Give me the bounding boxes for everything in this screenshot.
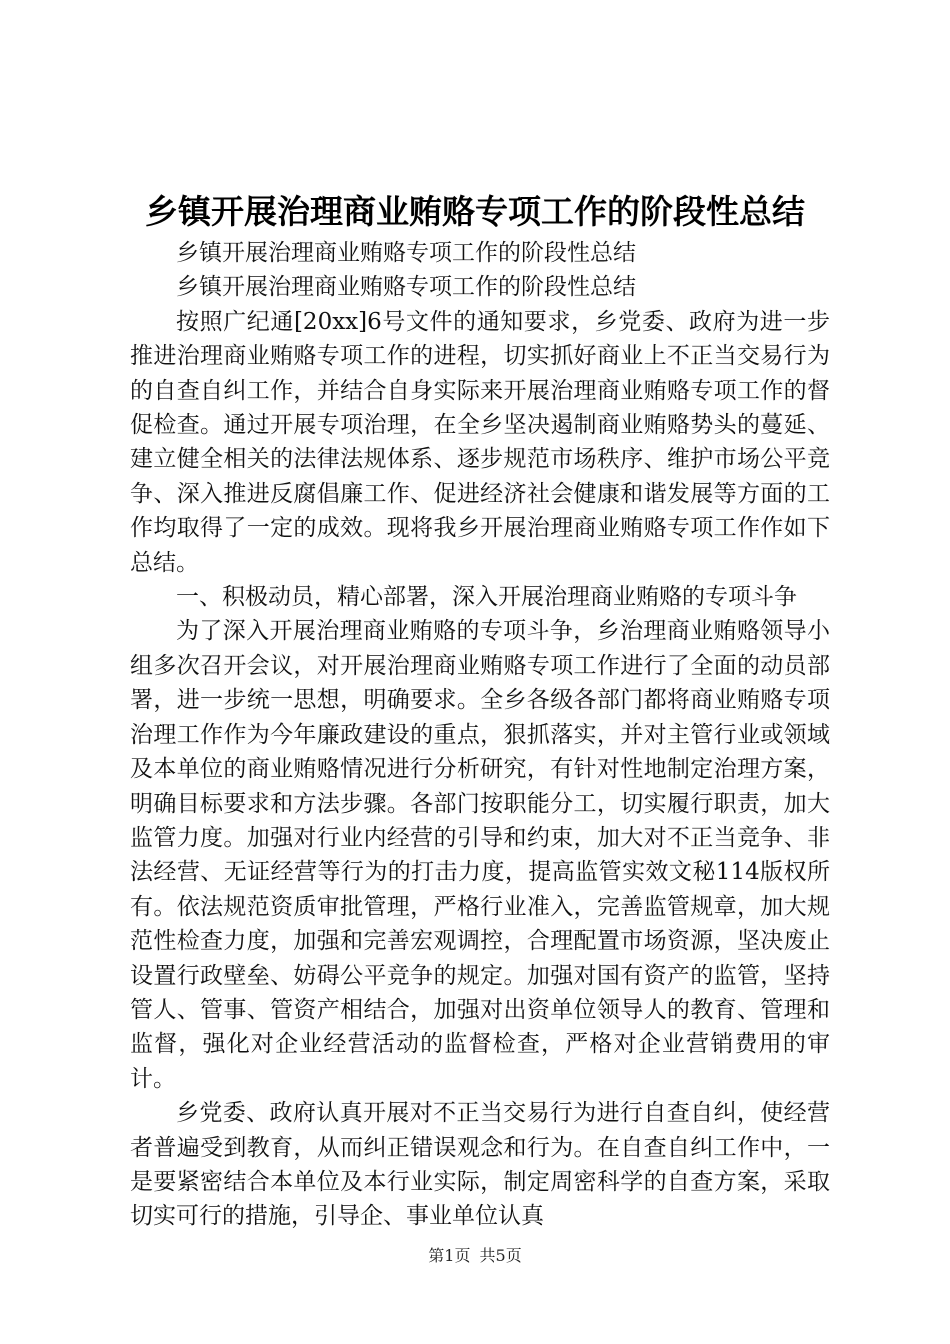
paragraph: 乡镇开展治理商业贿赂专项工作的阶段性总结 bbox=[176, 240, 636, 266]
section-heading: 一、积极动员，精心部署，深入开展治理商业贿赂的专项斗争 bbox=[176, 584, 797, 611]
document-title: 乡镇开展治理商业贿赂专项工作的阶段性总结 bbox=[145, 192, 805, 231]
page-footer bbox=[0, 1246, 950, 1266]
document-body bbox=[130, 236, 830, 1234]
paragraph: 乡镇开展治理商业贿赂专项工作的阶段性总结 bbox=[176, 274, 636, 301]
paragraph: 按照广纪通[20xx]6号文件的通知要求，乡党委、政府为进一步推进治理商业贿赂专项工作的进程，切实抓好商业上不正当交易行为的自查自纠工作，并结合自身实际来开展治理商业贿赂专项工作的督促检查。通过开展专项治理，在全乡坚决遏制商业贿赂势头的蔓延、建立健全相关的法律法规体系、逐步规范市场秩序、维护市场公平竞争、深入推进反腐倡廉工作、促进经济社会健康和谐发展等方面的工作均取得了一定的成效。现将我乡开展治理商业贿赂专项工作作如下总结。 bbox=[130, 308, 830, 576]
paragraph: 为了深入开展治理商业贿赂的专项斗争，乡治理商业贿赂领导小组多次召开会议，对开展治理商业贿赂专项工作进行了全面的动员部署，进一步统一思想，明确要求。全乡各级各部门都将商业贿赂专项治理工作作为今年廉政建设的重点，狠抓落实，并对主管行业或领域及本单位的商业贿赂情况进行分析研究，有针对性地制定治理方案，明确目标要求和方法步骤。各部门按职能分工，切实履行职责，加大监管力度。加强对行业内经营的引导和约束，加大对不正当竞争、非法经营、无证经营等行为的打击力度，提高监管实效文秘114版权所有。依法规范资质审批管理，严格行业准入，完善监管规章，加大规范性检查力度，加强和完善宏观调控，合理配置市场资源，坚决废止设置行政壁垒、妨碍公平竞争的规定。加强对国有资产的监管，坚持管人、管事、管资产相结合，加强对出资单位领导人的教育、管理和监督，强化对企业经营活动的监督检查，严格对企业营销费用的审计。 bbox=[130, 618, 830, 1092]
page-total: 共5页 bbox=[479, 1246, 522, 1265]
paragraph: 乡党委、政府认真开展对不正当交易行为进行自查自纠，使经营者普遍受到教育，从而纠正错误观念和行为。在自查自纠工作中，一是要紧密结合本单位及本行业实际，制定周密科学的自查方案，采取切实可行的措施，引导企、事业单位认真 bbox=[130, 1100, 830, 1230]
page-number: 第1页 bbox=[428, 1246, 471, 1265]
